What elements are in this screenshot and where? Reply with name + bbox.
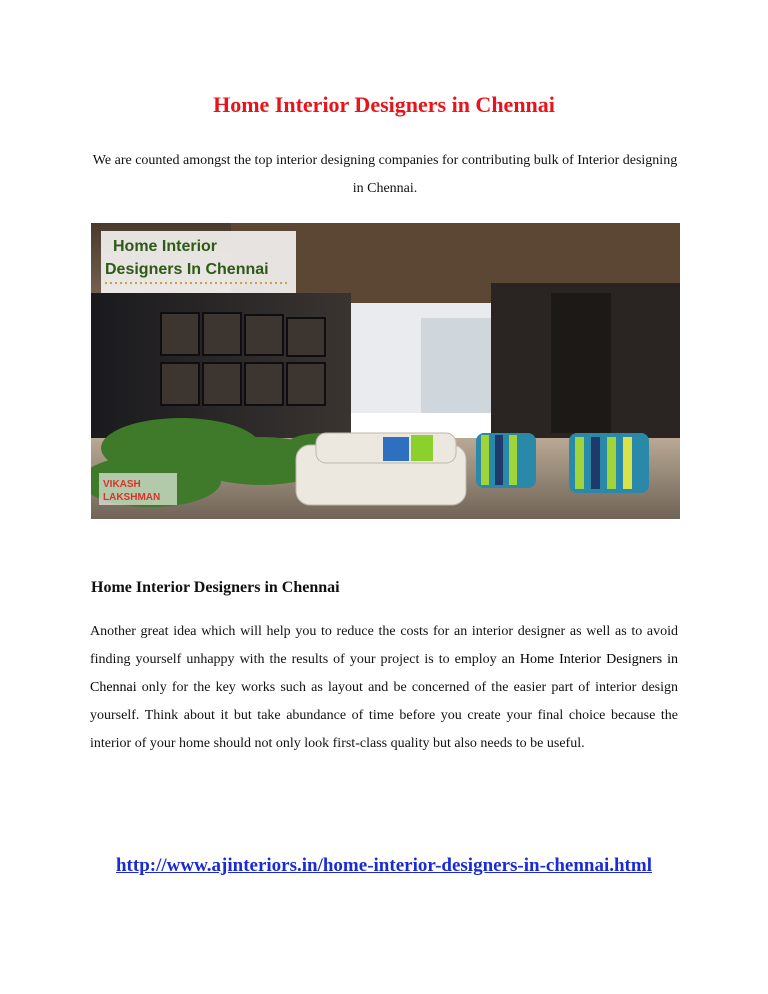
hero-image xyxy=(91,223,680,519)
logo-line2: LAKSHMAN xyxy=(103,492,161,503)
hero-overlay-line1: Home Interior xyxy=(113,238,218,255)
link-container xyxy=(0,855,768,877)
logo-line1: VIKASH xyxy=(103,479,141,490)
body-paragraph xyxy=(90,618,678,758)
hero-overlay-line2: Designers In Chennai xyxy=(105,261,269,278)
section-heading: Home Interior Designers in Chennai xyxy=(91,579,340,596)
body-keyword: Home Interior Designers in Chennai xyxy=(90,652,678,695)
body-text-part2: only for the key works such as layout and be concerned of the easier part of interior design yourself. Think about it but take abundance of time before you create your final choice because the interior of your home should not only look first-class quality but also needs to be useful. xyxy=(90,680,678,751)
intro-paragraph: We are counted amongst the top interior designing companies for contributing bulk of Interior designing in Chennai. xyxy=(92,153,678,196)
website-link[interactable]: http://www.ajinteriors.in/home-interior-designers-in-chennai.html xyxy=(115,855,652,876)
body-text-part1: Another great idea which will help you to reduce the costs for an interior designer as well as to avoid finding yourself unhappy with the results of your project is to employ an xyxy=(90,624,678,667)
page-title: Home Interior Designers in Chennai xyxy=(213,92,555,117)
